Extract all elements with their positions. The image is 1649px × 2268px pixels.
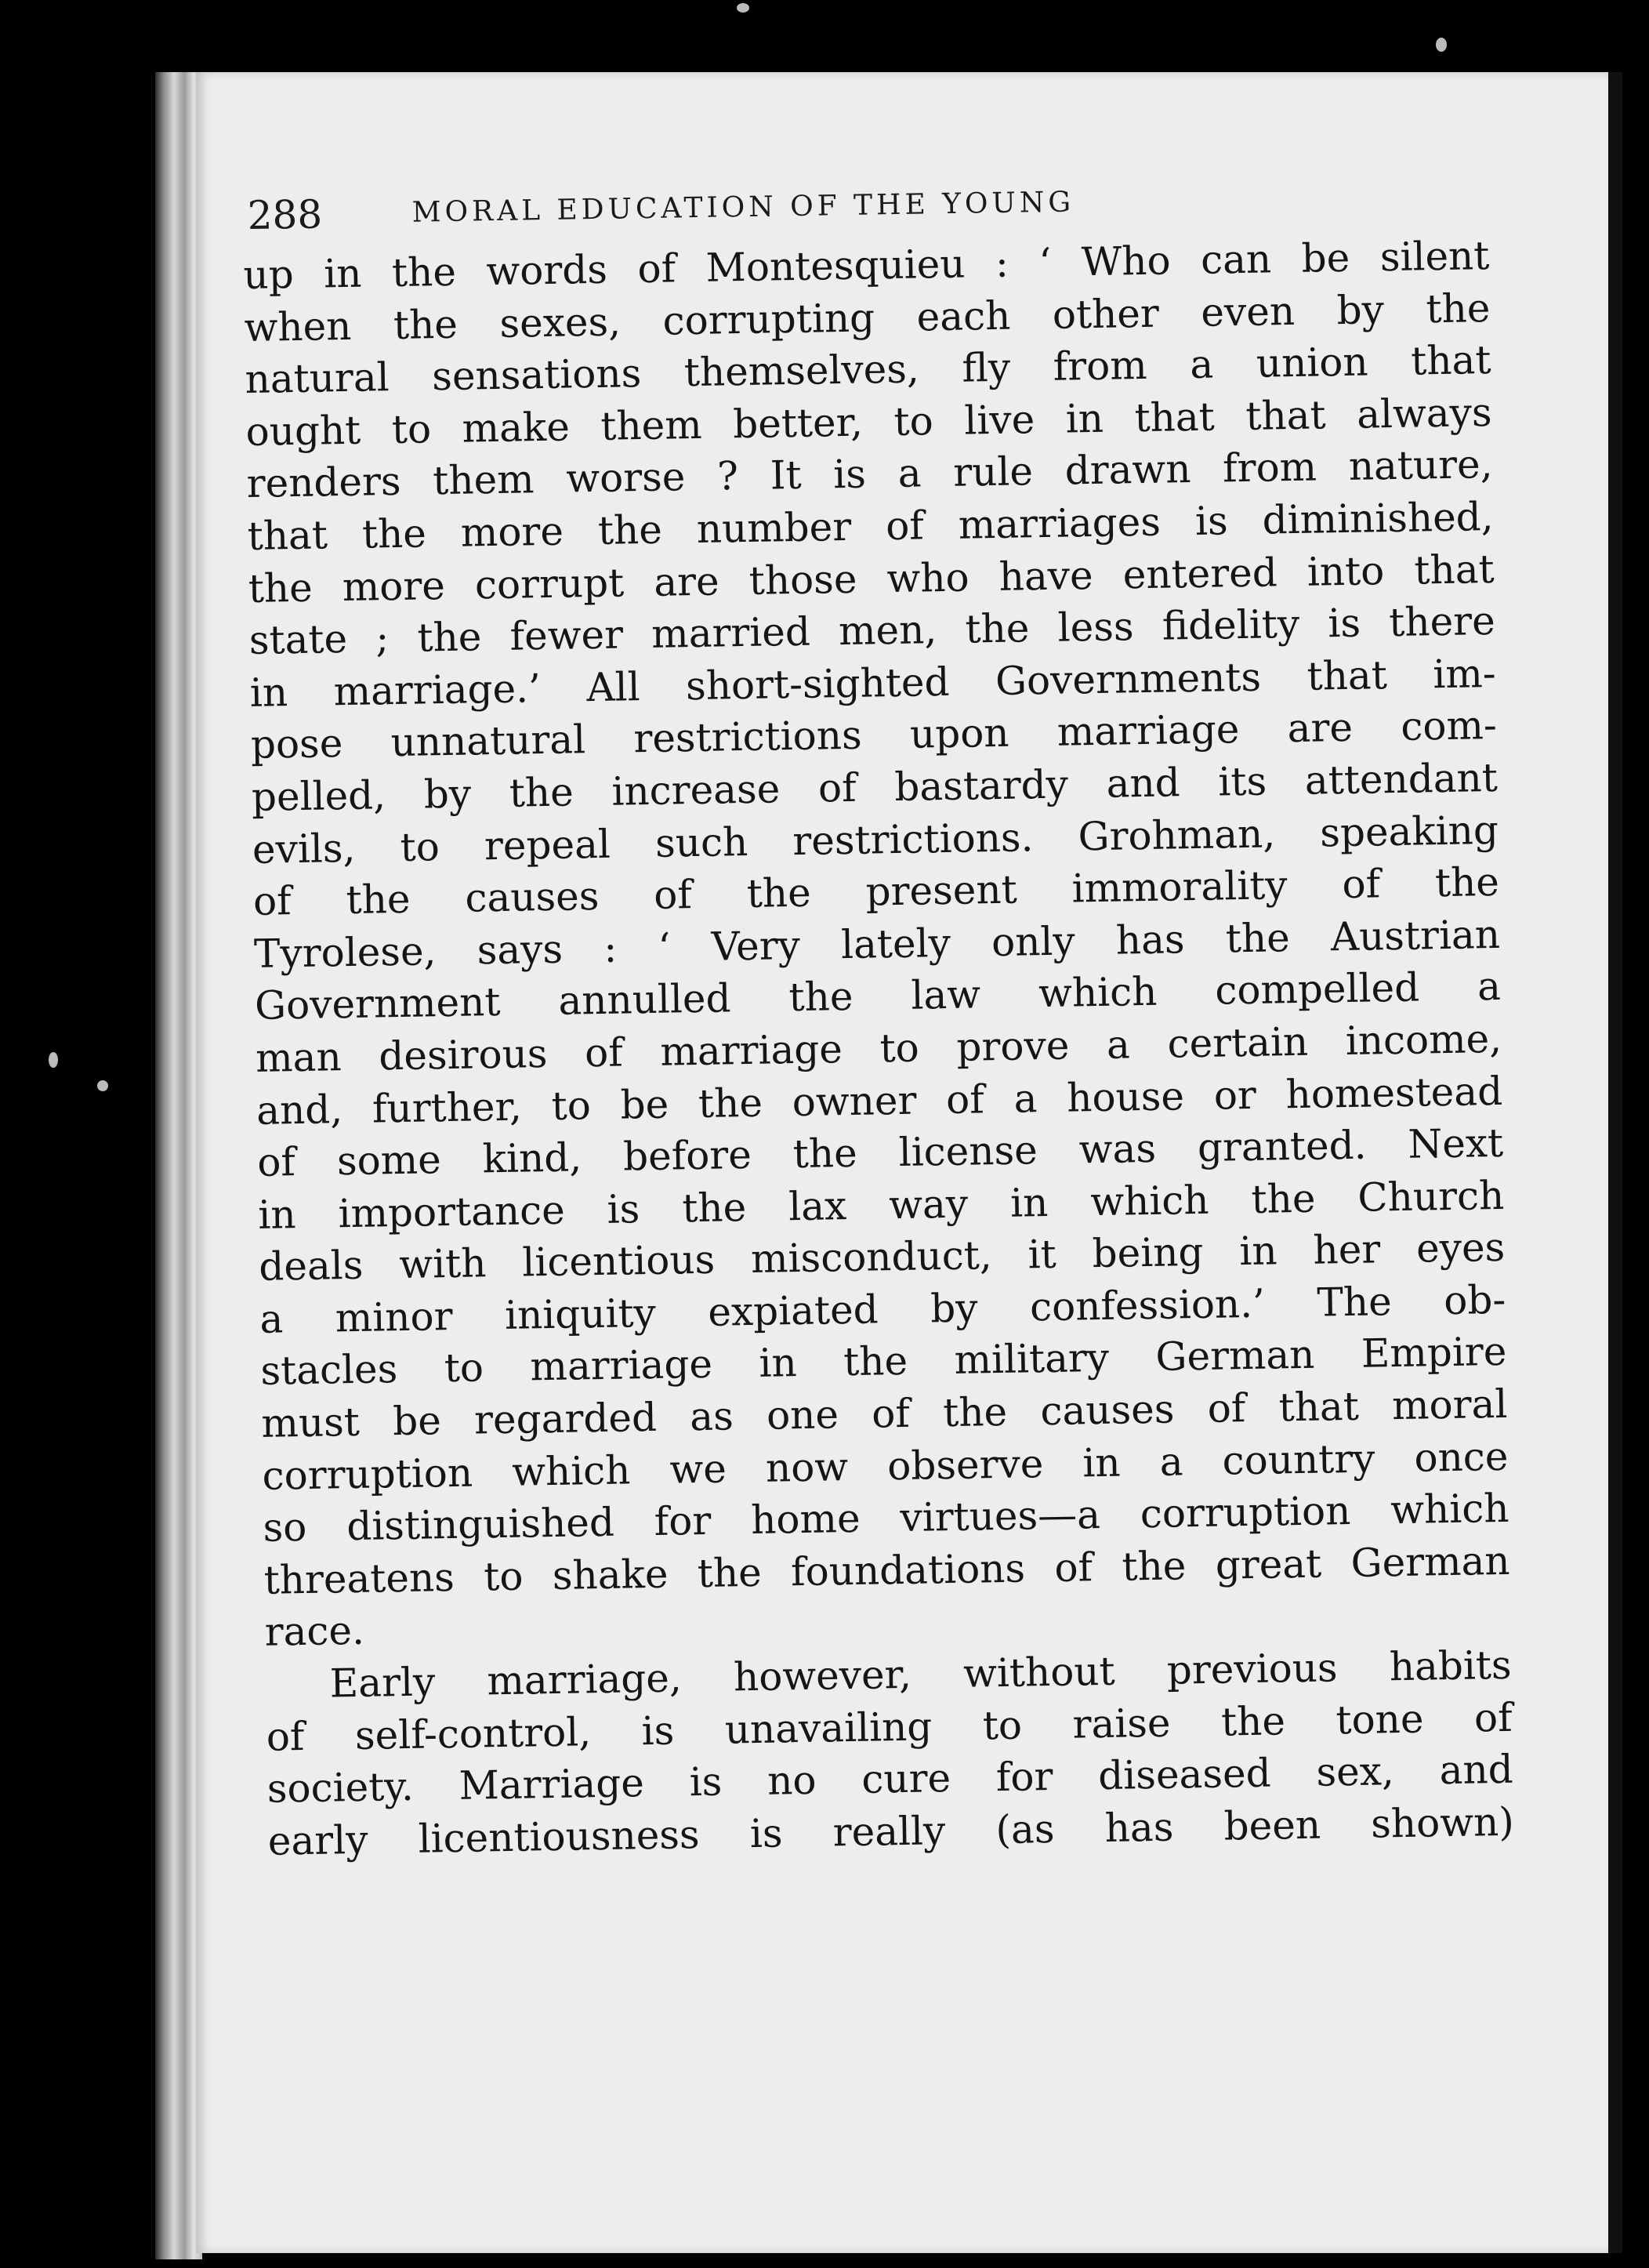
scan-speck	[49, 1052, 58, 1068]
text-line: up in the words of Montesquieu : ‘ Who can be silent	[243, 233, 1490, 298]
text-line: Early marriage, however, without previous habits	[329, 1642, 1513, 1707]
text-line: state ; the fewer married men, the less fidelity is there	[248, 598, 1496, 664]
page-number: 288	[247, 191, 323, 238]
text-line: Tyrolese, says : ‘ Very lately only has the Austrian	[253, 911, 1501, 977]
text-line: in marriage.’ All short-sighted Governments that im-	[249, 650, 1497, 716]
text-line: society. Marriage is no cure for diseased sex, and	[266, 1747, 1514, 1812]
scan-speck	[737, 3, 749, 13]
text-line: the more corrupt are those who have entered into that	[248, 546, 1495, 611]
text-line: evils, to repeal such restrictions. Grohman, speaking	[252, 807, 1499, 873]
text-line: pelled, by the increase of bastardy and its attendant	[251, 754, 1499, 820]
text-line: stacles to marriage in the military German Empire	[260, 1329, 1507, 1395]
scan-speck	[1436, 38, 1447, 52]
text-line: so distinguished for home virtues—a corruption which	[263, 1486, 1509, 1551]
text-line: a minor iniquity expiated by confession.’ The ob-	[259, 1276, 1506, 1342]
text-line: of some kind, before the license was granted. Next	[256, 1119, 1504, 1185]
page-right-edge	[1608, 72, 1622, 2253]
text-line: early licentiousness is really (as has been shown)	[267, 1798, 1515, 1864]
text-line: natural sensations themselves, fly from a union that	[245, 337, 1491, 403]
text-line: threatens to shake the foundations of the great German	[263, 1537, 1510, 1603]
text-line: in importance is the lax way in which the Church	[257, 1172, 1505, 1238]
text-line: must be regarded as one of the causes of that moral	[261, 1381, 1508, 1446]
text-line: that the more the number of marriages is diminished,	[247, 493, 1495, 559]
text-line: Government annulled the law which compelled a	[254, 963, 1502, 1029]
text-line: of self-control, is unavailing to raise the tone of	[266, 1694, 1513, 1760]
text-line: deals with licentious misconduct, it being in her eyes	[258, 1225, 1506, 1290]
text-line: pose unnatural restrictions upon marriage are com-	[250, 702, 1498, 768]
text-line: race.	[264, 1608, 365, 1656]
text-line: man desirous of marriage to prove a certain income,	[255, 1015, 1502, 1081]
text-line: renders them worse ? It is a rule drawn from nature,	[246, 441, 1493, 507]
scan-speck	[97, 1080, 108, 1091]
text-line: of the causes of the present immorality of the	[252, 859, 1500, 925]
text-line: and, further, to be the owner of a house or homestead	[256, 1068, 1503, 1134]
book-gutter	[155, 72, 202, 2259]
body-text	[243, 230, 1514, 1867]
running-head-title: MORAL EDUCATION OF THE YOUNG	[411, 186, 1075, 229]
text-line: ought to make them better, to live in that that always	[245, 389, 1492, 455]
text-line: when the sexes, corrupting each other even by the	[244, 285, 1491, 350]
text-line: corruption which we now observe in a country once	[262, 1433, 1509, 1499]
